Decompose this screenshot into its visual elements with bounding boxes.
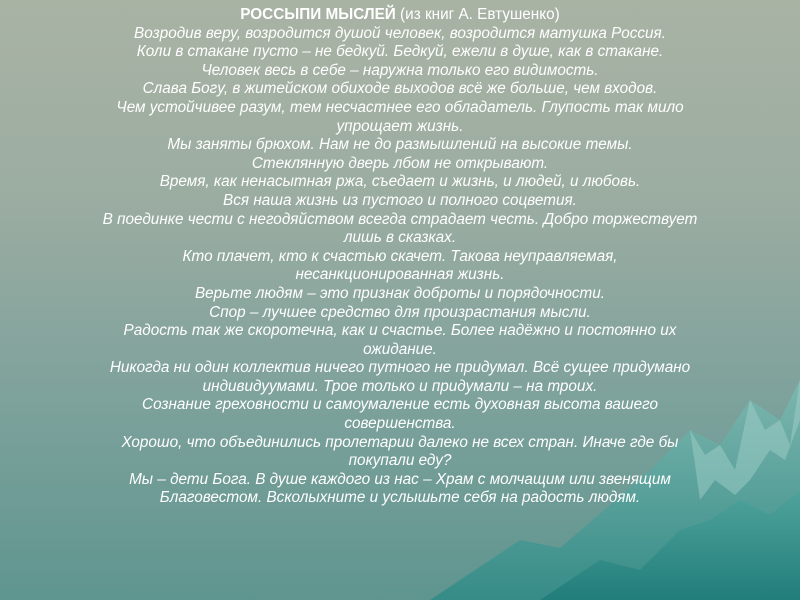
quote-line: Хорошо, что объединились пролетарии далеко не всех стран. Иначе где бы (121, 433, 679, 451)
quote-line: лишь в сказках. (343, 229, 457, 247)
quote-line: В поединке чести с негодяйством всегда страдает честь. Добро торжествует (102, 210, 698, 228)
quote-line: Радость так же скоротечна, как и счастье. Более надёжно и постоянно их (123, 322, 677, 340)
quote-line: Благовестом. Всколыхните и услышьте себя на радость людям. (159, 489, 641, 507)
quote-line: Человек весь в себе – наружна только его видимость. (201, 61, 599, 79)
quotes-text-block (18, 6, 782, 508)
quote-line: несанкционированная жизнь. (295, 266, 505, 284)
quote-line: Слава Богу, в житейском обиходе выходов всё же больше, чем входов. (142, 80, 658, 98)
quote-line: ожидание. (363, 340, 437, 358)
quote-line: Коли в стакане пусто – не бедкуй. Бедкуй, ежели в душе, как в стакане. (136, 43, 664, 61)
quote-line: Возродив веру, возродится душой человек, возродится матушка Россия. (134, 24, 666, 42)
quote-line: упрощает жизнь. (336, 117, 464, 135)
quote-line: индивидуумами. Трое только и придумали – на троих. (202, 377, 598, 395)
quote-line: Чем устойчивее разум, тем несчастнее его обладатель. Глупость так мило (116, 98, 684, 116)
slide-title-line (18, 6, 782, 25)
quote-line: Спор – лучшее средство для произрастания мысли. (209, 303, 591, 321)
quote-line: Мы заняты брюхом. Нам не до размышлений на высокие темы. (167, 136, 633, 154)
quote-line: Вся наша жизнь из пустого и полного соцветия. (223, 191, 577, 209)
slide-subtitle: (из книг А. Евтушенко) (395, 6, 560, 23)
quote-line: Никогда ни один коллектив ничего путного не придумал. Всё сущее придумано (109, 359, 691, 377)
quote-line: покупали еду? (348, 452, 452, 470)
slide-title: РОССЫПИ МЫСЛЕЙ (240, 6, 396, 23)
quote-line: совершенства. (344, 415, 456, 433)
quote-line: Мы – дети Бога. В душе каждого из нас – Храм с молчащим или звенящим (129, 470, 671, 488)
quote-line: Время, как ненасытная ржа, съедает и жизнь, и людей, и любовь. (159, 173, 641, 191)
quote-line: Верьте людям – это признак доброты и порядочности. (194, 284, 606, 302)
quote-line: Сознание греховности и самоумаление есть духовная высота вашего (142, 396, 658, 414)
quote-line: Кто плачет, кто к счастью скачет. Такова неуправляемая, (182, 247, 618, 265)
quote-line: Стеклянную дверь лбом не открывают. (251, 154, 549, 172)
